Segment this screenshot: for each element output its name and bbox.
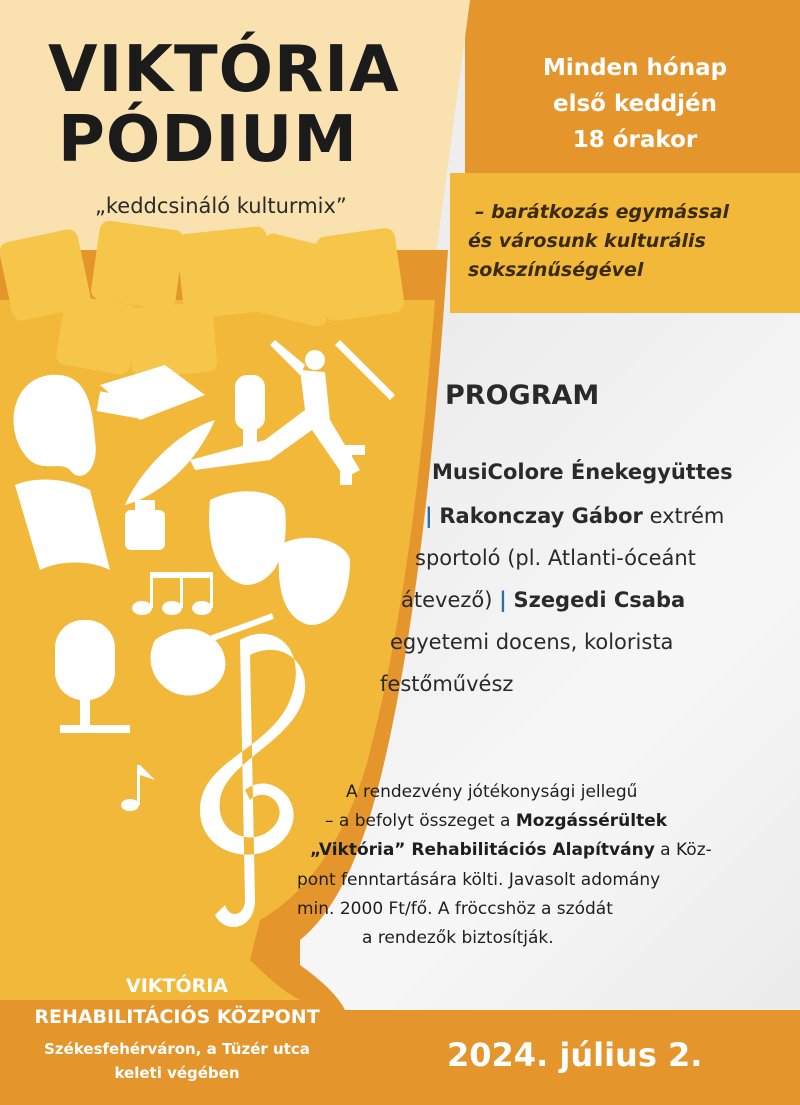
program-line-6: festőművész <box>380 672 514 696</box>
venue-name-1: VIKTÓRIA <box>125 975 228 997</box>
schedule-line-3: 18 órakor <box>572 127 698 153</box>
subtitle: „keddcsináló kulturmix” <box>95 194 347 218</box>
info-line-1: A rendezvény jótékonysági jellegű <box>346 782 638 802</box>
info-line-5: min. 2000 Ft/fő. A fröccshöz a szódát <box>297 899 613 919</box>
separator-2: | <box>499 588 507 612</box>
program-line-2 <box>425 496 724 536</box>
performer-2-desc-c: átevező) <box>401 588 500 612</box>
schedule-line-2: első keddjén <box>552 91 718 117</box>
info-line-2-a: – a befolyt összeget a <box>325 811 516 831</box>
title-line-2: PÓDIUM <box>58 103 358 177</box>
program-line-1 <box>432 452 733 492</box>
separator-1: | <box>425 504 433 528</box>
tagline-line-3: sokszínűségével <box>468 259 644 281</box>
program-line-3: sportoló (pl. Atlanti-óceánt <box>415 546 696 570</box>
info-line-6: a rendezők biztosítják. <box>362 928 554 948</box>
program-heading: PROGRAM <box>445 380 600 411</box>
venue-location-2: keleti végében <box>114 1064 240 1082</box>
info-line-3 <box>310 836 712 865</box>
info-line-2 <box>325 807 667 836</box>
title-line-1: VIKTÓRIA <box>48 33 400 107</box>
performer-1: MusiColore Énekegyüttes <box>432 460 733 484</box>
venue-location-1: Székesfehérváron, a Tüzér utca <box>44 1040 310 1058</box>
event-date: 2024. július 2. <box>447 1036 703 1074</box>
program-line-4 <box>401 580 685 620</box>
venue-name-2: REHABILITÁCIÓS KÖZPONT <box>34 1006 320 1028</box>
tagline-line-1: – barátkozás egymással <box>475 201 730 223</box>
tagline-line-2: és városunk kulturális <box>468 230 706 252</box>
schedule-line-1: Minden hónap <box>542 55 728 81</box>
performer-2-desc-a: extrém <box>642 504 725 528</box>
program-line-5: egyetemi docens, kolorista <box>390 630 674 654</box>
performer-3: Szegedi Csaba <box>513 588 686 612</box>
info-line-4: pont fenntartására költi. Javasolt adomány <box>297 870 661 890</box>
foundation-name: „Viktória” Rehabilitációs Alapítvány <box>310 840 655 860</box>
info-line-2-b: Mozgássérültek <box>515 811 668 831</box>
info-line-3-b: a Köz- <box>654 840 712 860</box>
performer-2: Rakonczay Gábor <box>439 504 643 528</box>
